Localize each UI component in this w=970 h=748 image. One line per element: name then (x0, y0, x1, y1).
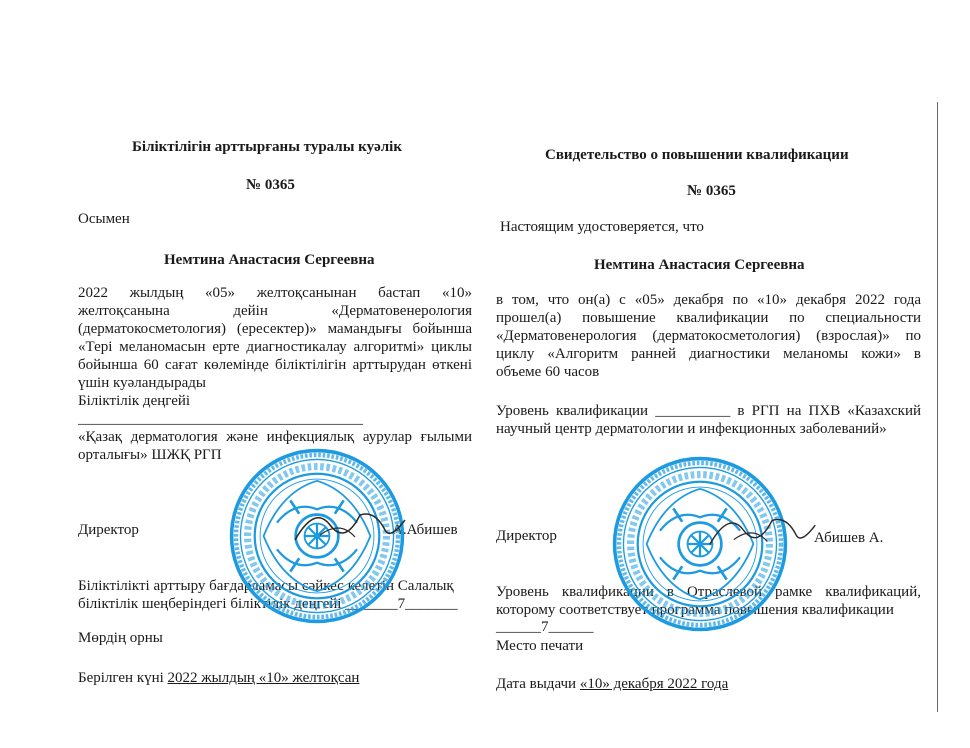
right-issued-date: «10» декабря 2022 года (579, 676, 729, 692)
left-para-line: «Тері меланомасын ерте диагностикалау алгоритмі» циклы (78, 339, 472, 355)
right-framework-value: ______7______ (496, 619, 594, 635)
right-para-last: объеме 60 часов (496, 364, 600, 380)
left-issued-date: 2022 жылдың «10» желтоқсан (167, 670, 360, 686)
right-paragraph (496, 291, 921, 381)
right-issued-label: Дата выдачи (496, 676, 580, 692)
signature-icon (705, 500, 820, 560)
right-para-line: «Дерматовенерология (дерматокосметология) (взрослая)» по (496, 328, 921, 344)
left-para-line: желтоқсанына дейін «Дерматовенерология (78, 303, 472, 319)
signature-icon (290, 495, 410, 555)
left-director-label: Директор (78, 522, 139, 538)
left-director-name: А.Абишев (392, 522, 458, 538)
left-level: Біліктілік деңгейі ______________________________________ (78, 393, 363, 427)
left-framework-value: 7 (397, 596, 406, 612)
left-framework-line: Біліктілікті арттыру бағдарламасы сәйкес келетін Салалық (78, 578, 454, 594)
right-holder-name: Немтина Анастасия Сергеевна (594, 257, 805, 273)
left-seal-place: Мөрдің орны (78, 630, 163, 646)
left-framework-underline: _______ (405, 596, 458, 612)
right-number: № 0365 (687, 183, 736, 199)
right-intro: Настоящим удостоверяется, что (500, 219, 704, 235)
left-issued (78, 669, 359, 687)
right-para-line: в том, что он(а) с «05» декабря по «10» декабря 2022 года (496, 292, 921, 308)
left-org-line: «Қазақ дерматология және инфекциялық аурулар ғылыми (78, 429, 472, 445)
left-para-line: (дерматокосметология) (ересектер)» мамандығы бойынша (78, 321, 472, 337)
left-para-line: 2022 жылдың «05» желтоқсанынан бастап «10» (78, 285, 472, 301)
right-framework-line-2: которому соответствует программа повышения квалификации (496, 602, 894, 618)
right-level-line: Уровень квалификации __________ в РГП на ПХВ «Казахский (496, 403, 921, 419)
left-para-line: бойынша 60 сағат көлемінде біліктілігін арттырудан өткені (78, 357, 472, 373)
left-holder-name: Немтина Анастасия Сергеевна (164, 252, 375, 268)
left-paragraph (78, 284, 472, 464)
right-seal-place: Место печати (496, 638, 584, 654)
right-title: Свидетельство о повышении квалификации (545, 147, 849, 163)
right-issued (496, 675, 728, 693)
right-director-name: Абишев А. (814, 530, 884, 546)
right-director-label: Директор (496, 528, 557, 544)
right-para-line: циклу «Алгоритм ранней диагностики меланомы кожи» в (496, 346, 921, 362)
right-level-block (496, 402, 921, 438)
left-framework-text: біліктілік шеңберіндегі біліктілік деңгейі _______ (78, 596, 398, 612)
left-intro: Осымен (78, 211, 130, 227)
right-level-line-2: научный центр дерматологии и инфекционных заболеваний» (496, 421, 887, 437)
left-org-line: орталығы» ШЖҚ РГП (78, 447, 222, 463)
left-para-last: үшін куәландырады (78, 375, 206, 391)
right-para-line: прошел(а) повышение квалификации по специальности (496, 310, 921, 326)
page-edge-line (937, 102, 938, 712)
right-framework-line: Уровень квалификации в Отраслевой рамке квалификаций, (496, 584, 921, 600)
left-number: № 0365 (246, 177, 295, 193)
left-issued-label: Берілген күні (78, 670, 168, 686)
left-title: Біліктілігін арттырғаны туралы куәлік (132, 139, 402, 155)
